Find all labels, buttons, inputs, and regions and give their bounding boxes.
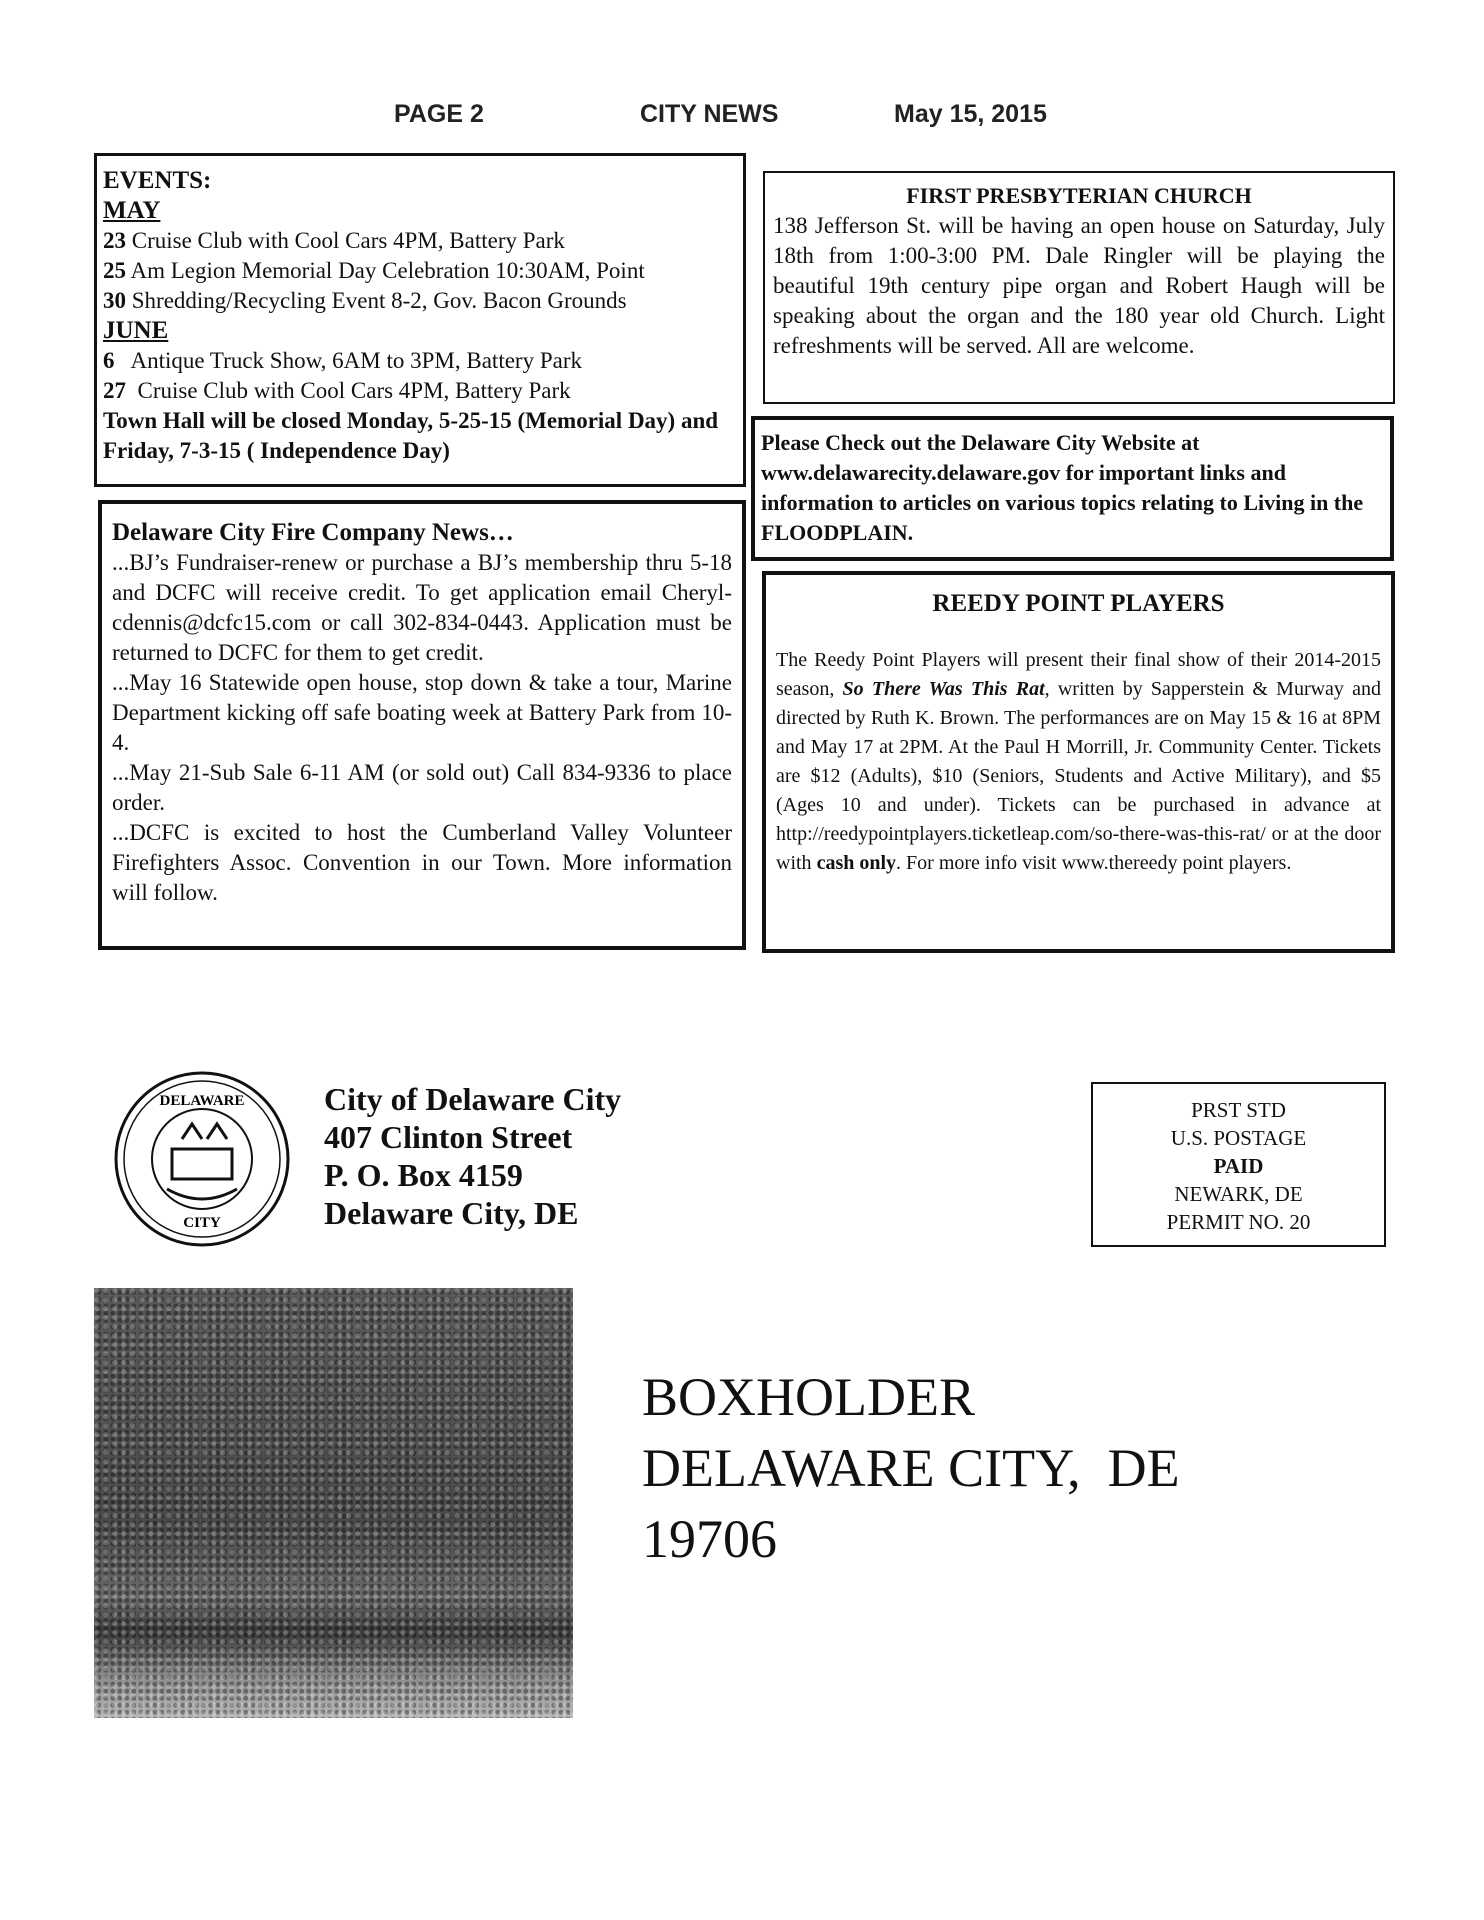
event-item: 6 Antique Truck Show, 6AM to 3PM, Battery Park xyxy=(103,348,582,373)
events-box xyxy=(94,153,746,487)
sender-address: City of Delaware City 407 Clinton Street P. O. Box 4159 Delaware City, DE xyxy=(324,1081,622,1231)
may-label: MAY xyxy=(103,197,161,224)
event-item: 25 Am Legion Memorial Day Celebration 10:30AM, Point xyxy=(103,258,645,283)
church-body: 138 Jefferson St. will be having an open house on Saturday, July 18th from 1:00-3:00 PM. Dale Ringler will be playing the beautiful 19th century pipe organ and Robert Haugh will be speaking about the organ and the 180 year old Church. Light refreshments will be served. All are welcome. xyxy=(773,213,1385,358)
website-box xyxy=(751,416,1394,561)
reedy-body: The Reedy Point Players will present their final show of their 2014-2015 season, So There Was This Rat, written by Sapperstein & Murway and directed by Ruth K. Brown. The performances are on May 15 & 16 at 8PM and May 17 at 2PM. At the Paul H Morrill, Jr. Community Center. Tickets are $12 (Adults), $10 (Seniors, Students and Active Military), and $5 (Ages 10 and under). Tickets can be purchased in advance at http://reedypointplayers.ticketleap.com/so-there-was-this-rat/ or at the door with cash only. For more info visit www.thereedy point players. xyxy=(776,649,1382,874)
recipient-address: BOXHOLDER DELAWARE CITY, DE 19706 xyxy=(642,1367,1180,1569)
reedy-title: REEDY POINT PLAYERS xyxy=(932,590,1225,617)
event-item: 30 Shredding/Recycling Event 8-2, Gov. Bacon Grounds xyxy=(103,288,627,313)
church-title: FIRST PRESBYTERIAN CHURCH xyxy=(906,183,1252,208)
fire-item: ...May 16 Statewide open house, stop down & take a tour, Marine Department kicking off safe boating week at Battery Park from 10-4. xyxy=(112,670,732,755)
postage-indicia: PRST STD U.S. POSTAGE PAID NEWARK, DE PERMIT NO. 20 xyxy=(1091,1082,1386,1247)
events-title: EVENTS: xyxy=(103,167,212,194)
event-item: 27 Cruise Club with Cool Cars 4PM, Battery Park xyxy=(103,378,571,403)
church-box xyxy=(763,171,1395,404)
fire-item: ...DCFC is excited to host the Cumberland Valley Volunteer Firefighters Assoc. Convention in our Town. More information will follow. xyxy=(112,820,732,905)
newsletter-title: CITY NEWS xyxy=(640,100,779,128)
svg-text:DELAWARE: DELAWARE xyxy=(159,1093,245,1109)
fire-title: Delaware City Fire Company News… xyxy=(112,519,514,546)
june-label: JUNE xyxy=(103,317,169,344)
website-notice: Please Check out the Delaware City Website at www.delawarecity.delaware.gov for important links and information to articles on various topics relating to Living in the FLOODPLAIN. xyxy=(761,430,1364,545)
fire-company-box xyxy=(98,500,746,950)
city-seal-icon xyxy=(112,1069,292,1249)
event-item: 23 Cruise Club with Cool Cars 4PM, Battery Park xyxy=(103,228,565,253)
fire-item: ...May 21-Sub Sale 6-11 AM (or sold out) Call 834-9336 to place order. xyxy=(112,760,732,815)
page-number: PAGE 2 xyxy=(394,100,484,128)
reedy-box xyxy=(762,571,1395,953)
svg-text:CITY: CITY xyxy=(183,1215,221,1231)
fire-item: ...BJ’s Fundraiser-renew or purchase a BJ’s membership thru 5-18 and DCFC will receive credit. To get application email Cheryl-cdennis@dcfc15.com or call 302-834-0443. Application must be returned to DCFC for them to get credit. xyxy=(112,550,732,665)
town-hall-notice: Town Hall will be closed Monday, 5-25-15 (Memorial Day) and Friday, 7-3-15 ( Independence Day) xyxy=(103,408,719,463)
tree-photo xyxy=(94,1288,573,1718)
issue-date: May 15, 2015 xyxy=(894,100,1047,128)
